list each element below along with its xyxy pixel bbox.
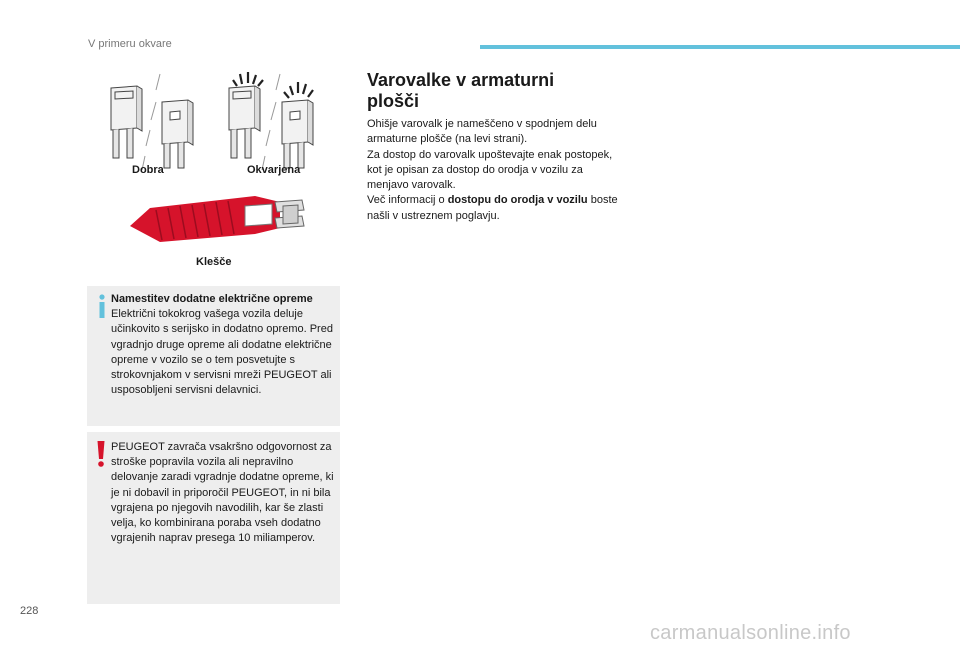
caption-good-fuse: Dobra [132,164,164,176]
info-box-body: Električni tokokrog vašega vozila deluje učinkovito s serijsko in dodatno opremo. Pred vgradnjo druge opreme ali dodatne električne opreme v vozilo se o tem posvetujte s strokovnjakom v servisni mreži PEUGEOT ali usposobljeni servisni delavnici. [111,308,333,397]
page-title: Varovalke v armaturni plošči [367,70,555,111]
info-box-title: Namestitev dodatne električne opreme [111,293,313,305]
warning-box-text: PEUGEOT zavrača vsakršno odgovornost za stroške popravila vozila ali nepravilno delovanje zaradi vgradnje dodatne opreme, ki je ni dobavil in priporočil PEUGEOT, in ni bila vgrajena po njegovih navodilih, kar še zlasti velja, ko kombinirana poraba vseh dodatno vgrajenih naprav presega 10 miliamperov. [111,441,334,545]
section-title: V primeru okvare [88,38,172,50]
paragraph-reference: Več informacij o dostopu do orodja v vozilu boste našli v ustreznem poglavju. [367,194,618,222]
paragraph-access: Za dostop do varovalk upoštevajte enak postopek, kot je opisan za dostop do orodja v vozilu za menjavo varovalk. [367,148,613,192]
info-box-text [111,292,336,398]
paragraph-location: Ohišje varovalk je nameščeno v spodnjem delu armaturne plošče (na levi strani). [367,118,597,146]
page-number: 228 [20,605,39,617]
warning-icon [95,441,107,467]
main-body [367,117,627,224]
watermark: carmanualsonline.info [650,622,851,644]
fuse-tongs-illustration [120,188,320,250]
caption-blown-fuse: Okvarjena [247,164,301,176]
reference-link-text: dostopu do orodja v vozilu [447,194,588,207]
info-box [87,286,340,426]
header-bar [480,45,960,49]
warning-box [87,432,340,604]
caption-tongs: Klešče [196,256,232,268]
info-icon [95,294,109,318]
